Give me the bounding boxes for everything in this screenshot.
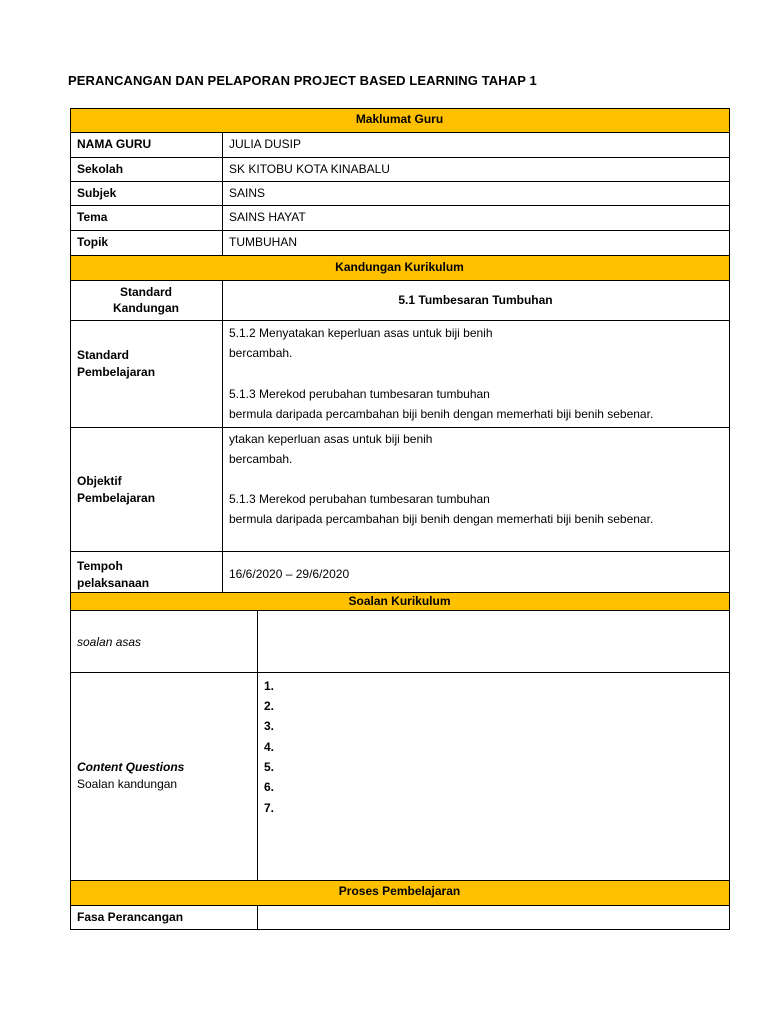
question-number-7: 7. [264,801,275,815]
value-nama-guru: JULIA DUSIP [229,137,302,151]
sp-line-1: 5.1.2 Menyatakan keperluan asas untuk biji benih [229,326,493,340]
question-number-5: 5. [264,760,275,774]
label-soalan-kandungan: Soalan kandungan [77,777,178,791]
question-number-6: 6. [264,780,275,794]
label-subjek: Subjek [77,186,117,200]
sp-line-3: 5.1.3 Merekod perubahan tumbesaran tumbuhan [229,387,490,401]
question-number-2: 2. [264,699,275,713]
question-number-1: 1. [264,679,275,693]
op-line-3: 5.1.3 Merekod perubahan tumbesaran tumbuhan [229,492,490,506]
proses-header: Proses Pembelajaran [338,884,461,898]
value-tempoh: 16/6/2020 – 29/6/2020 [229,567,350,581]
label-fasa-perancangan: Fasa Perancangan [77,910,184,924]
label-objektif-2: Pembelajaran [77,491,156,505]
op-line-4: bermula daripada percambahan biji benih dengan memerhati biji benih sebenar. [229,512,654,526]
question-number-3: 3. [264,719,275,733]
label-tempoh-2: pelaksanaan [77,576,150,590]
kandungan-header: Kandungan Kurikulum [335,260,464,274]
label-topik: Topik [77,235,109,249]
soalan-header: Soalan Kurikulum [348,594,451,608]
label-standard-pembelajaran-1: Standard [77,348,130,362]
value-standard-kandungan: 5.1 Tumbesaran Tumbuhan [398,293,553,307]
label-tema: Tema [77,210,108,224]
sp-line-2: bercambah. [229,346,293,360]
document-title: PERANCANGAN DAN PELAPORAN PROJECT BASED LEARNING TAHAP 1 [68,73,537,88]
label-nama-guru: NAMA GURU [77,137,152,151]
label-standard-kandungan-1: Standard [119,285,172,299]
label-sekolah: Sekolah [77,162,124,176]
label-tempoh-1: Tempoh [77,559,123,573]
value-subjek: SAINS [229,186,266,200]
label-standard-pembelajaran-2: Pembelajaran [77,365,156,379]
question-number-4: 4. [264,740,275,754]
op-line-1: ytakan keperluan asas untuk biji benih [229,432,433,446]
value-topik: TUMBUHAN [229,235,297,249]
label-standard-kandungan-2: Kandungan [113,301,179,315]
op-line-2: bercambah. [229,452,293,466]
value-sekolah: SK KITOBU KOTA KINABALU [229,162,390,176]
label-objektif-1: Objektif [77,474,122,488]
label-content-questions: Content Questions [77,760,185,774]
value-tema: SAINS HAYAT [229,210,306,224]
sp-line-4: bermula daripada percambahan biji benih dengan memerhati biji benih sebenar. [229,407,654,421]
label-soalan-asas: soalan asas [77,635,142,649]
maklumat-guru-header: Maklumat Guru [355,112,444,126]
